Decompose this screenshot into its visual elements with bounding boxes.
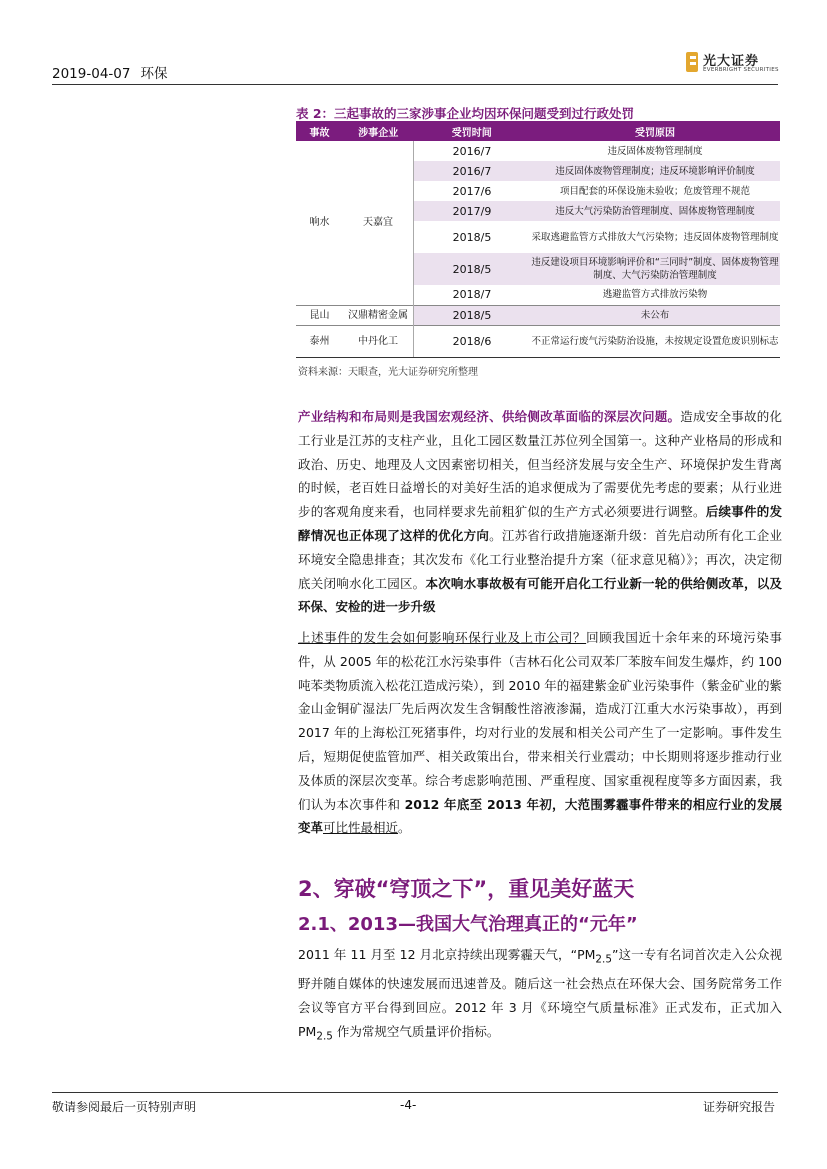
header-accident: 事故 (296, 121, 343, 141)
table-row (296, 141, 780, 161)
report-category: 环保 (140, 66, 168, 82)
cell-accident: 昆山 (296, 305, 343, 325)
table-row (296, 305, 780, 325)
cell-date: 2016/7 (414, 141, 531, 161)
section-heading-2-1: 2.1、2013—我国大气治理真正的“元年” (298, 914, 638, 935)
footer-report-type: 证券研究报告 (703, 1100, 776, 1114)
header-divider (52, 84, 778, 85)
logo-icon (686, 52, 698, 72)
company-logo: 光大证券 EVERBRIGHT SECURITIES (686, 50, 778, 76)
cell-date: 2017/9 (414, 201, 531, 221)
header-company: 涉事企业 (343, 121, 414, 141)
cell-date: 2016/7 (414, 161, 531, 181)
header-date: 受罚时间 (414, 121, 531, 141)
footer-disclaimer: 敬请参阅最后一页特别声明 (52, 1100, 197, 1114)
cell-date: 2018/5 (414, 253, 531, 285)
cell-date: 2017/6 (414, 181, 531, 201)
table-header-row (296, 121, 780, 141)
cell-reason: 项目配套的环保设施未验收；危废管理不规范 (559, 185, 750, 197)
cell-date: 2018/5 (414, 305, 531, 325)
cell-accident: 响水 (309, 217, 330, 229)
cell-company: 汉鼎精密金属 (343, 305, 414, 325)
cell-reason: 违反固体废物管理制度；违反环境影响评价制度 (530, 161, 780, 181)
footer-divider (52, 1092, 778, 1093)
cell-date: 2018/6 (414, 325, 531, 357)
cell-reason: 违反建设项目环境影响评价和“三同时”制度、固体废物管理制度、大气污染防治管理制度 (530, 253, 780, 285)
cell-accident: 泰州 (296, 325, 343, 357)
report-date: 2019-04-07 环保 (52, 66, 168, 82)
cell-reason: 未公布 (530, 305, 780, 325)
section-heading-2: 2、穿破“穹顶之下”，重见美好蓝天 (298, 877, 635, 901)
cell-company: 天嘉宜 (363, 217, 393, 229)
cell-company: 中丹化工 (343, 325, 414, 357)
page-number: -4- (400, 1098, 417, 1112)
cell-date: 2018/5 (414, 221, 531, 253)
cell-reason: 违反固体废物管理制度 (607, 145, 703, 157)
paragraph-impact: 上述事件的发生会如何影响环保行业及上市公司？回顾我国近十余年来的环境污染事件，从 2005 年的松花江水污染事件（吉林石化公司双苯厂苯胺车间发生爆炸，约 100 吨苯类物质流入松花江造成污染），到 2010 年的福建紫金矿业污染事件（紫金矿业的紫金山金铜矿湿法厂先后两次发生含铜酸性溶液渗漏，造成汀江重大水污染事故），再到 2017 年的上海松江死猪事件，均对行业的发展和相关公司产生了一定影响。事件发生后，短期促使监管加严、相关政策出台，带来相关行业震动；中长期则将逐步推动行业及体质的深层次变革。综合考虑影响范围、严重程度、国家重视程度等多方面因素，我们认为本次事件和 2012 年底至 2013 年初，大范围雾霾事件带来的相应行业的发展变革可比性最相近。 (298, 630, 782, 836)
table-title: 表 2：三起事故的三家涉事企业均因环保问题受到过行政处罚 (296, 106, 635, 121)
table-row (296, 325, 780, 357)
penalty-table (296, 121, 780, 358)
cell-reason: 不正常运行废气污染防治设施，未按规定设置危废识别标志 (530, 325, 780, 357)
paragraph-pm25: 2011 年 11 月至 12 月北京持续出现雾霾天气，“$PM_{2.5}$”这一专有名词首次走入公众视野并随自媒体的快速发展而迅速普及。随后这一社会热点在环保大会、国务院常务工作会议等官方平台得到回应。2012 年 3 月《环境空气质量标准》正式发布，正式加入 $PM_{2.5}$ 作为常规空气质量评价指标。 (298, 947, 782, 1043)
cell-reason: 采取逃避监管方式排放大气污染物；违反固体废物管理制度 (531, 231, 779, 243)
cell-reason: 违反大气污染防治管理制度、固体废物管理制度 (530, 201, 780, 221)
cell-date: 2018/7 (414, 285, 531, 305)
paragraph-industry: 产业结构和布局则是我国宏观经济、供给侧改革面临的深层次问题。造成安全事故的化工行业是江苏的支柱产业，且化工园区数量江苏位列全国第一。这种产业格局的形成和政治、历史、地理及人文因素密切相关，但当经济发展与安全生产、环境保护发生背离的时候，老百姓日益增长的对美好生活的追求便成为了需要优先考虑的要素；从行业进步的客观角度来看，也同样要求先前粗犷似的生产方式必须要进行调整。后续事件的发酵情况也正体现了这样的优化方向。江苏省行政措施逐渐升级：首先启动所有化工企业环境安全隐患排查；其次发布《化工行业整治提升方案（征求意见稿）》；再次，决定彻底关闭响水化工园区。本次响水事故极有可能开启化工行业新一轮的供给侧改革，以及环保、安检的进一步升级 (298, 409, 782, 615)
header-reason: 受罚原因 (530, 121, 780, 141)
cell-reason: 逃避监管方式排放污染物 (602, 289, 708, 301)
table-source: 资料来源：天眼查，光大证券研究所整理 (298, 367, 478, 378)
